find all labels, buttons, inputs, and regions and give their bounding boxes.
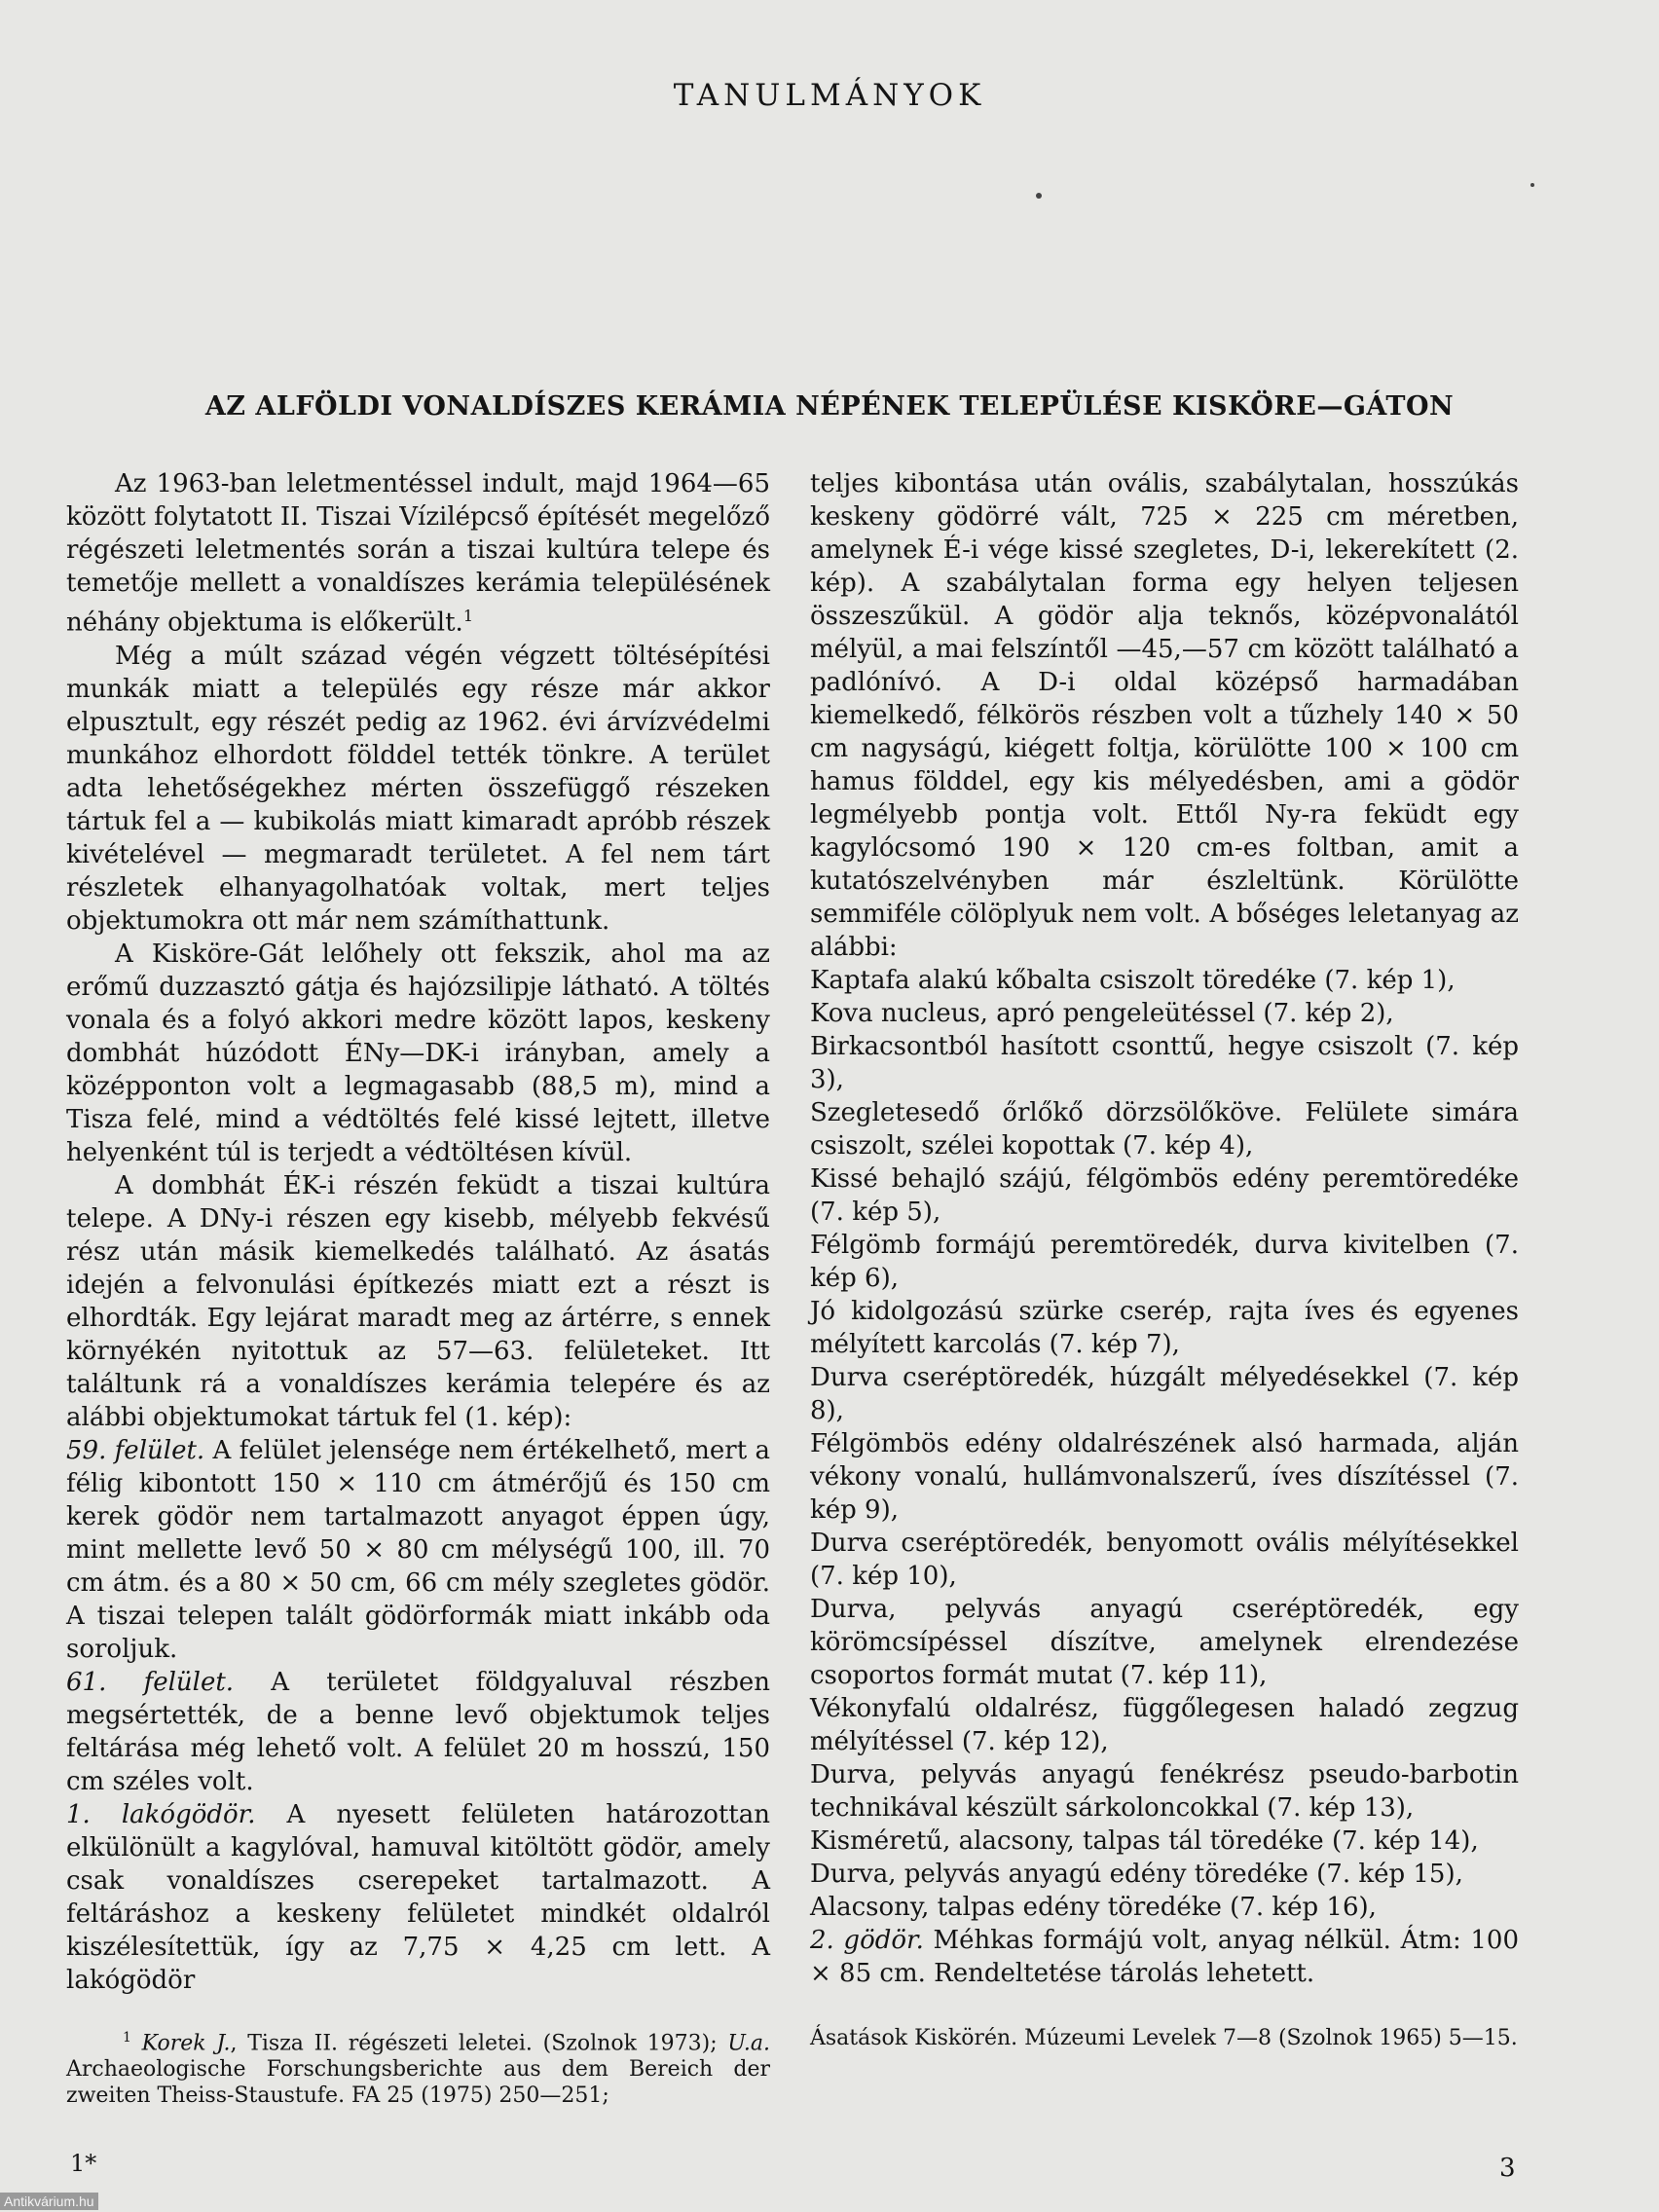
- print-speck: [1036, 193, 1042, 199]
- footnote-left: [66, 2025, 770, 2109]
- paragraph: Az 1963-ban leletmentéssel indult, majd 1964—65 között folytatott II. Tiszai Vízilépcső építését megelőző régészeti leletmentés során a tiszai kultúra telepe és temetője mellett a vonaldíszes kerámia településének néhány objektuma is előkerült.$^1$: [66, 469, 770, 638]
- footnote: Ásatások Kiskörén. Múzeumi Levelek 7—8 (Szolnok 1965) 5—15.: [810, 2026, 1518, 2050]
- footnote-right: [810, 2025, 1519, 2051]
- list-item: Durva, pelyvás anyagú cseréptöredék, egy körömcsípéssel díszítve, amelynek elrendezése csoportos formát mutat (7. kép 11),: [810, 1595, 1519, 1690]
- print-speck: [1530, 183, 1534, 187]
- running-head: TANULMÁNYOK: [673, 78, 986, 113]
- list-item: Durva, pelyvás anyagú fenékrész pseudo-barbotin technikával készült sárkoloncokkal (7. kép 13),: [810, 1760, 1519, 1823]
- list-item: Kova nucleus, apró pengeleütéssel (7. kép 2),: [810, 999, 1394, 1028]
- list-item: Kissé behajló szájú, félgömbös edény peremtöredéke (7. kép 5),: [810, 1164, 1519, 1227]
- footnote: $^1$ Korek J., Tisza II. régészeti leletei. (Szolnok 1973); U.a. Archaeologische Forschungsberichte aus dem Bereich der zweiten Theiss-Staustufe. FA 25 (1975) 250—251;: [66, 2030, 770, 2109]
- paragraph: A Kisköre-Gát lelőhely ott fekszik, ahol ma az erőmű duzzasztó gátja és hajózsilipje látható. A töltés vonala és a folyó akkori medre között lapos, keskeny dombhát húzódott ÉNy—DK-i irányban, amely a középponton volt a legmagasabb (88,5 m), mind a Tisza felé, mind a védtöltés felé kissé lejtett, illetve helyenként túl is terjedt a védtöltésen kívül.: [66, 939, 770, 1167]
- list-item: Félgömb formájú peremtöredék, durva kivitelben (7. kép 6),: [810, 1231, 1519, 1293]
- paragraph: teljes kibontása után ovális, szabálytalan, hosszúkás keskeny gödörré vált, 725 × 225 cm méretben, amelynek É-i vége kissé szegletes, D-i, lekerekített (2. kép). A szabálytalan forma egy helyen teljesen összeszűkül. A gödör alja teknős, középvonalától mélyül, a mai felszíntől —45,—57 cm között található a padlónívó. A D-i oldal középső harmadában kiemelkedő, félkörös részben volt a tűzhely 140 × 50 cm nagyságú, kiégett foltja, körülötte 100 × 100 cm hamus földdel, egy kis mélyedésben, ami a gödör legmélyebb pontja volt. Ettől Ny-ra feküdt egy kagylócsomó 190 × 120 cm-es foltban, amit a kutatószelvényben már észleltünk. Körülötte semmiféle cölöplyuk nem volt. A bőséges leletanyag az alábbi:: [810, 469, 1519, 962]
- list-item: Jó kidolgozású szürke cserép, rajta íves és egyenes mélyített karcolás (7. kép 7),: [810, 1297, 1519, 1359]
- watermark: Antikvárium.hu: [0, 2193, 98, 2210]
- signature-mark: 1*: [70, 2150, 97, 2177]
- page-number: 3: [1499, 2154, 1516, 2183]
- list-item: Szegletesedő őrlőkő dörzsölőköve. Felülete simára csiszolt, szélei kopottak (7. kép 4),: [810, 1098, 1519, 1161]
- paragraph: Még a múlt század végén végzett töltésépítési munkák miatt a település egy része már akkor elpusztult, egy részét pedig az 1962. évi árvízvédelmi munkához elhordott földdel tették tönkre. A terület adta lehetőségekhez mérten összefüggő részeken tártuk fel a — kubikolás miatt kimaradt apróbb részek kivételével — megmaradt területet. A fel nem tárt részletek elhanyagolhatóak voltak, mert teljes objektumokra ott már nem számíthattunk.: [66, 641, 770, 936]
- paragraph: 1. lakógödör. A nyesett felületen határozottan elkülönült a kagylóval, hamuval kitöltött gödör, amely csak vonaldíszes cserepeket tartalmazott. A feltáráshoz a keskeny felületet mindkét oldalról kiszélesítettük, így az 7,75 × 4,25 cm lett. A lakógödör: [66, 1799, 770, 1995]
- article-title: AZ ALFÖLDI VONALDÍSZES KERÁMIA NÉPÉNEK TELEPÜLÉSE KISKÖRE—GÁTON: [204, 391, 1455, 422]
- section-label: 1. lakógödör.: [66, 1799, 256, 1829]
- list-item: Vékonyfalú oldalrész, függőlegesen haladó zegzug mélyítéssel (7. kép 12),: [810, 1694, 1519, 1756]
- list-item: Félgömbös edény oldalrészének alsó harmada, alján vékony vonalú, hullámvonalszerű, íves díszítéssel (7. kép 9),: [810, 1429, 1519, 1525]
- list-item: Durva cseréptöredék, benyomott ovális mélyítésekkel (7. kép 10),: [810, 1529, 1519, 1591]
- list-item: Durva cseréptöredék, húzgált mélyedésekkel (7. kép 8),: [810, 1363, 1519, 1425]
- paragraph: 2. gödör. Méhkas formájú volt, anyag nélkül. Átm: 100 × 85 cm. Rendeltetése tárolás lehetett.: [810, 1926, 1519, 1988]
- footnote-ref: 1: [462, 607, 473, 625]
- section-label: 59. felület.: [66, 1435, 205, 1465]
- list-item: Durva, pelyvás anyagú edény töredéke (7. kép 15),: [810, 1860, 1463, 1889]
- paragraph: 61. felület. A területet földgyaluval részben megsértették, de a benne levő objektumok teljes feltárása még lehető volt. A felület 20 m hosszú, 150 cm széles volt.: [66, 1667, 770, 1796]
- list-item: Alacsony, talpas edény töredéke (7. kép 16),: [810, 1893, 1377, 1922]
- list-item: Birkacsontból hasított csonttű, hegye csiszolt (7. kép 3),: [810, 1032, 1519, 1094]
- section-label: 2. gödör.: [810, 1926, 924, 1955]
- paragraph: 59. felület. A felület jelensége nem értékelhető, mert a félig kibontott 150 × 110 cm átmérőjű és 150 cm kerek gödör nem tartalmazott anyagot éppen úgy, mint mellette levő 50 × 80 cm mélységű 100, ill. 70 cm átm. és a 80 × 50 cm, 66 cm mély szegletes gödör. A tiszai telepen talált gödörformák miatt inkább oda soroljuk.: [66, 1435, 770, 1664]
- list-item: Kisméretű, alacsony, talpas tál töredéke (7. kép 14),: [810, 1826, 1479, 1856]
- left-column: [66, 467, 770, 1997]
- find-list: [810, 964, 1519, 1924]
- list-item: Kaptafa alakú kőbalta csiszolt töredéke (7. kép 1),: [810, 966, 1456, 995]
- right-column: [810, 467, 1519, 1990]
- section-label: 61. felület.: [66, 1667, 235, 1697]
- paragraph: A dombhát ÉK-i részén feküdt a tiszai kultúra telepe. A DNy-i részen egy kisebb, mélyebb fekvésű rész után másik kiemelkedés található. Az ásatás idején a felvonulási építkezés miatt ezt a részt is elhordták. Egy lejárat maradt meg az ártérre, s ennek környékén nyitottuk az 57—63. felületeket. Itt találtunk rá a vonaldíszes kerámia telepére és az alábbi objektumokat tártuk fel (1. kép):: [66, 1170, 770, 1432]
